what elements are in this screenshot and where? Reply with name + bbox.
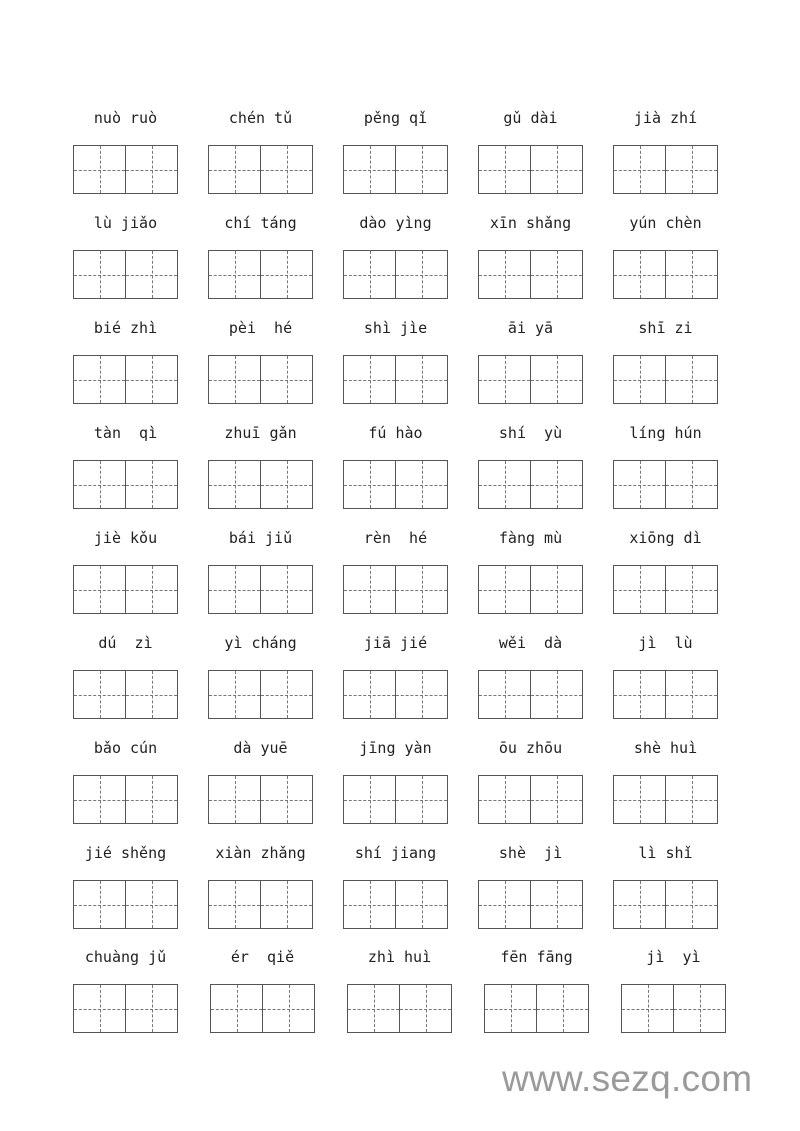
guide-line-horizontal	[344, 590, 395, 591]
character-square[interactable]	[209, 146, 260, 193]
character-square[interactable]	[260, 566, 312, 613]
character-square[interactable]	[262, 985, 314, 1032]
pinyin-label: shī zi	[638, 319, 693, 337]
guide-line-horizontal	[263, 1009, 314, 1010]
guide-line-horizontal	[531, 380, 582, 381]
character-square[interactable]	[260, 356, 312, 403]
guide-line-horizontal	[261, 590, 312, 591]
pinyin-label: āi yā	[507, 319, 554, 337]
guide-line-horizontal	[209, 800, 260, 801]
pinyin-label: zhì huì	[367, 948, 432, 966]
character-square[interactable]	[260, 881, 312, 928]
guide-line-horizontal	[622, 1009, 673, 1010]
guide-line-horizontal	[614, 485, 665, 486]
pinyin-label: zhuī gǎn	[224, 424, 297, 442]
character-square[interactable]	[530, 776, 582, 823]
guide-line-horizontal	[126, 590, 177, 591]
tianzige-writing-box[interactable]	[208, 880, 313, 929]
tianzige-writing-box[interactable]	[347, 984, 452, 1033]
character-square[interactable]	[395, 776, 447, 823]
character-square[interactable]	[665, 251, 717, 298]
pinyin-label: bǎo cún	[93, 739, 158, 757]
pinyin-label: ér qiě	[230, 948, 295, 966]
pinyin-label: shí yù	[498, 424, 563, 442]
character-square[interactable]	[125, 671, 177, 718]
guide-line-horizontal	[531, 800, 582, 801]
guide-line-horizontal	[126, 695, 177, 696]
guide-line-horizontal	[209, 170, 260, 171]
pinyin-label: fú hào	[368, 424, 423, 442]
guide-line-horizontal	[485, 1009, 536, 1010]
character-square[interactable]	[665, 776, 717, 823]
guide-line-horizontal	[537, 1009, 588, 1010]
character-square[interactable]	[74, 146, 125, 193]
tianzige-writing-box[interactable]	[73, 670, 178, 719]
pinyin-label: jì yì	[646, 948, 701, 966]
guide-line-horizontal	[666, 485, 717, 486]
character-square[interactable]	[348, 985, 399, 1032]
pinyin-label: líng hún	[629, 424, 702, 442]
guide-line-horizontal	[666, 905, 717, 906]
character-square[interactable]	[614, 566, 665, 613]
character-square[interactable]	[614, 776, 665, 823]
tianzige-writing-box[interactable]	[208, 355, 313, 404]
character-square[interactable]	[344, 146, 395, 193]
guide-line-horizontal	[261, 275, 312, 276]
pinyin-label: pěng qǐ	[363, 109, 428, 127]
character-square[interactable]	[395, 356, 447, 403]
character-square[interactable]	[479, 881, 530, 928]
tianzige-writing-box[interactable]	[73, 355, 178, 404]
tianzige-writing-box[interactable]	[73, 565, 178, 614]
tianzige-writing-box[interactable]	[613, 670, 718, 719]
character-square[interactable]	[344, 671, 395, 718]
tianzige-writing-box[interactable]	[613, 460, 718, 509]
guide-line-horizontal	[344, 485, 395, 486]
guide-line-horizontal	[209, 380, 260, 381]
character-square[interactable]	[479, 356, 530, 403]
pinyin-label: xiàn zhǎng	[215, 844, 306, 862]
character-square[interactable]	[125, 566, 177, 613]
tianzige-writing-box[interactable]	[613, 250, 718, 299]
guide-line-horizontal	[531, 170, 582, 171]
character-square[interactable]	[209, 881, 260, 928]
character-square[interactable]	[614, 356, 665, 403]
tianzige-writing-box[interactable]	[73, 984, 178, 1033]
guide-line-horizontal	[344, 800, 395, 801]
tianzige-writing-box[interactable]	[343, 460, 448, 509]
character-square[interactable]	[209, 356, 260, 403]
pinyin-label: shì jìe	[363, 319, 428, 337]
pinyin-label: fàng mù	[498, 529, 563, 547]
guide-line-horizontal	[396, 275, 447, 276]
pinyin-label: jià zhí	[633, 109, 698, 127]
pinyin-label: jì lù	[638, 634, 693, 652]
tianzige-writing-box[interactable]	[478, 355, 583, 404]
guide-line-horizontal	[74, 695, 125, 696]
guide-line-horizontal	[666, 275, 717, 276]
pinyin-label: lù jiǎo	[93, 214, 158, 232]
character-square[interactable]	[125, 251, 177, 298]
tianzige-writing-box[interactable]	[613, 880, 718, 929]
tianzige-writing-box[interactable]	[621, 984, 726, 1033]
character-square[interactable]	[399, 985, 451, 1032]
character-square[interactable]	[536, 985, 588, 1032]
guide-line-horizontal	[126, 485, 177, 486]
guide-line-horizontal	[344, 380, 395, 381]
character-square[interactable]	[344, 251, 395, 298]
guide-line-horizontal	[74, 275, 125, 276]
character-square[interactable]	[479, 461, 530, 508]
character-square[interactable]	[125, 776, 177, 823]
character-square[interactable]	[344, 881, 395, 928]
character-square[interactable]	[395, 566, 447, 613]
guide-line-horizontal	[126, 170, 177, 171]
guide-line-horizontal	[479, 275, 530, 276]
character-square[interactable]	[344, 776, 395, 823]
character-square[interactable]	[530, 671, 582, 718]
pinyin-label: chén tǔ	[228, 109, 293, 127]
tianzige-writing-box[interactable]	[208, 145, 313, 194]
pinyin-label: shè huì	[633, 739, 698, 757]
tianzige-writing-box[interactable]	[613, 775, 718, 824]
character-square[interactable]	[485, 985, 536, 1032]
pinyin-label: dú zì	[98, 634, 153, 652]
character-square[interactable]	[74, 985, 125, 1032]
guide-line-horizontal	[261, 695, 312, 696]
character-square[interactable]	[125, 356, 177, 403]
character-square[interactable]	[479, 146, 530, 193]
guide-line-horizontal	[74, 905, 125, 906]
guide-line-horizontal	[396, 590, 447, 591]
character-square[interactable]	[395, 461, 447, 508]
pinyin-label: shè jì	[498, 844, 563, 862]
character-square[interactable]	[125, 881, 177, 928]
character-square[interactable]	[209, 251, 260, 298]
pinyin-label: xiōng dì	[629, 529, 702, 547]
guide-line-horizontal	[209, 485, 260, 486]
tianzige-writing-box[interactable]	[343, 880, 448, 929]
guide-line-horizontal	[261, 485, 312, 486]
character-square[interactable]	[673, 985, 725, 1032]
character-square[interactable]	[479, 776, 530, 823]
guide-line-horizontal	[614, 695, 665, 696]
tianzige-writing-box[interactable]	[208, 670, 313, 719]
character-square[interactable]	[209, 566, 260, 613]
tianzige-writing-box[interactable]	[484, 984, 589, 1033]
guide-line-horizontal	[209, 905, 260, 906]
character-square[interactable]	[479, 566, 530, 613]
pinyin-label: ōu zhōu	[498, 739, 563, 757]
guide-line-horizontal	[614, 275, 665, 276]
character-square[interactable]	[211, 985, 262, 1032]
guide-line-horizontal	[666, 380, 717, 381]
guide-line-horizontal	[74, 380, 125, 381]
character-square[interactable]	[344, 461, 395, 508]
guide-line-horizontal	[614, 800, 665, 801]
guide-line-horizontal	[666, 590, 717, 591]
guide-line-horizontal	[344, 170, 395, 171]
tianzige-writing-box[interactable]	[343, 670, 448, 719]
guide-line-horizontal	[479, 590, 530, 591]
tianzige-writing-box[interactable]	[613, 355, 718, 404]
character-square[interactable]	[209, 776, 260, 823]
pinyin-label: dào yìng	[359, 214, 432, 232]
pinyin-label: shí jiang	[354, 844, 437, 862]
pinyin-label: wěi dà	[498, 634, 563, 652]
character-square[interactable]	[614, 461, 665, 508]
guide-line-horizontal	[74, 170, 125, 171]
character-square[interactable]	[614, 671, 665, 718]
character-square[interactable]	[209, 461, 260, 508]
pinyin-label: fēn fāng	[500, 948, 573, 966]
pinyin-label: jiè kǒu	[93, 529, 158, 547]
tianzige-writing-box[interactable]	[343, 250, 448, 299]
guide-line-horizontal	[479, 170, 530, 171]
character-square[interactable]	[260, 251, 312, 298]
character-square[interactable]	[530, 881, 582, 928]
guide-line-horizontal	[74, 485, 125, 486]
character-square[interactable]	[665, 146, 717, 193]
pinyin-label: dà yuē	[233, 739, 288, 757]
guide-line-horizontal	[261, 170, 312, 171]
guide-line-horizontal	[126, 380, 177, 381]
character-square[interactable]	[125, 146, 177, 193]
pinyin-label: nuò ruò	[93, 109, 158, 127]
pinyin-label: xīn shǎng	[489, 214, 572, 232]
tianzige-writing-box[interactable]	[208, 460, 313, 509]
tianzige-writing-box[interactable]	[343, 145, 448, 194]
guide-line-horizontal	[126, 1009, 177, 1010]
character-square[interactable]	[614, 146, 665, 193]
character-square[interactable]	[614, 881, 665, 928]
character-square[interactable]	[614, 251, 665, 298]
pinyin-label: tàn qì	[93, 424, 158, 442]
guide-line-horizontal	[348, 1009, 399, 1010]
tianzige-writing-box[interactable]	[208, 565, 313, 614]
tianzige-writing-box[interactable]	[343, 355, 448, 404]
guide-line-horizontal	[479, 800, 530, 801]
guide-line-horizontal	[344, 695, 395, 696]
guide-line-horizontal	[211, 1009, 262, 1010]
character-square[interactable]	[260, 461, 312, 508]
tianzige-writing-box[interactable]	[478, 460, 583, 509]
guide-line-horizontal	[209, 695, 260, 696]
character-square[interactable]	[125, 985, 177, 1032]
guide-line-horizontal	[479, 485, 530, 486]
pinyin-label: jié shěng	[84, 844, 167, 862]
guide-line-horizontal	[261, 905, 312, 906]
character-square[interactable]	[530, 461, 582, 508]
character-square[interactable]	[395, 881, 447, 928]
tianzige-writing-box[interactable]	[478, 250, 583, 299]
guide-line-horizontal	[74, 590, 125, 591]
guide-line-horizontal	[261, 800, 312, 801]
character-square[interactable]	[479, 251, 530, 298]
character-square[interactable]	[622, 985, 673, 1032]
guide-line-horizontal	[531, 905, 582, 906]
guide-line-horizontal	[614, 905, 665, 906]
guide-line-horizontal	[396, 800, 447, 801]
character-square[interactable]	[74, 461, 125, 508]
character-square[interactable]	[260, 776, 312, 823]
tianzige-writing-box[interactable]	[613, 145, 718, 194]
tianzige-writing-box[interactable]	[478, 145, 583, 194]
pinyin-label: chuàng jǔ	[84, 948, 167, 966]
guide-line-horizontal	[531, 590, 582, 591]
guide-line-horizontal	[479, 695, 530, 696]
character-square[interactable]	[260, 671, 312, 718]
watermark: www.sezq.com	[502, 1058, 753, 1099]
guide-line-horizontal	[396, 485, 447, 486]
character-square[interactable]	[260, 146, 312, 193]
character-square[interactable]	[395, 251, 447, 298]
guide-line-horizontal	[531, 695, 582, 696]
guide-line-horizontal	[344, 275, 395, 276]
tianzige-writing-box[interactable]	[478, 880, 583, 929]
pinyin-label: bái jiǔ	[228, 529, 293, 547]
tianzige-writing-box[interactable]	[73, 145, 178, 194]
pinyin-label: jīng yàn	[359, 739, 432, 757]
guide-line-horizontal	[531, 485, 582, 486]
character-square[interactable]	[344, 566, 395, 613]
character-square[interactable]	[479, 671, 530, 718]
tianzige-writing-box[interactable]	[478, 670, 583, 719]
guide-line-horizontal	[74, 1009, 125, 1010]
guide-line-horizontal	[479, 905, 530, 906]
guide-line-horizontal	[666, 170, 717, 171]
guide-line-horizontal	[344, 905, 395, 906]
tianzige-writing-box[interactable]	[208, 775, 313, 824]
guide-line-horizontal	[396, 695, 447, 696]
guide-line-horizontal	[396, 380, 447, 381]
pinyin-label: bié zhì	[93, 319, 158, 337]
pinyin-label: pèi hé	[228, 319, 293, 337]
guide-line-horizontal	[400, 1009, 451, 1010]
tianzige-writing-box[interactable]	[343, 565, 448, 614]
character-square[interactable]	[395, 671, 447, 718]
pinyin-label: lì shǐ	[638, 844, 693, 862]
tianzige-writing-box[interactable]	[73, 880, 178, 929]
guide-line-horizontal	[666, 695, 717, 696]
tianzige-writing-box[interactable]	[478, 775, 583, 824]
guide-line-horizontal	[261, 380, 312, 381]
character-square[interactable]	[665, 566, 717, 613]
guide-line-horizontal	[74, 800, 125, 801]
tianzige-writing-box[interactable]	[343, 775, 448, 824]
guide-line-horizontal	[396, 905, 447, 906]
guide-line-horizontal	[209, 590, 260, 591]
pinyin-label: yún chèn	[629, 214, 702, 232]
character-square[interactable]	[530, 146, 582, 193]
character-square[interactable]	[74, 671, 125, 718]
character-square[interactable]	[530, 251, 582, 298]
tianzige-writing-box[interactable]	[73, 250, 178, 299]
pinyin-label: rèn hé	[363, 529, 428, 547]
character-square[interactable]	[74, 776, 125, 823]
pinyin-label: jiā jié	[363, 634, 428, 652]
guide-line-horizontal	[614, 590, 665, 591]
guide-line-horizontal	[666, 800, 717, 801]
guide-line-horizontal	[209, 275, 260, 276]
pinyin-label: gǔ dài	[503, 109, 558, 127]
character-square[interactable]	[74, 881, 125, 928]
tianzige-writing-box[interactable]	[73, 775, 178, 824]
guide-line-horizontal	[674, 1009, 725, 1010]
character-square[interactable]	[395, 146, 447, 193]
pinyin-label: chí táng	[224, 214, 297, 232]
tianzige-writing-box[interactable]	[210, 984, 315, 1033]
character-square[interactable]	[530, 356, 582, 403]
character-square[interactable]	[125, 461, 177, 508]
character-square[interactable]	[344, 356, 395, 403]
character-square[interactable]	[665, 671, 717, 718]
tianzige-writing-box[interactable]	[208, 250, 313, 299]
character-square[interactable]	[209, 671, 260, 718]
guide-line-horizontal	[614, 170, 665, 171]
guide-line-horizontal	[531, 275, 582, 276]
guide-line-horizontal	[479, 380, 530, 381]
guide-line-horizontal	[614, 380, 665, 381]
tianzige-writing-box[interactable]	[73, 460, 178, 509]
character-square[interactable]	[74, 356, 125, 403]
character-square[interactable]	[665, 461, 717, 508]
tianzige-writing-box[interactable]	[478, 565, 583, 614]
guide-line-horizontal	[126, 275, 177, 276]
tianzige-writing-box[interactable]	[613, 565, 718, 614]
guide-line-horizontal	[126, 905, 177, 906]
pinyin-label: yì cháng	[224, 634, 297, 652]
character-square[interactable]	[530, 566, 582, 613]
character-square[interactable]	[665, 356, 717, 403]
character-square[interactable]	[74, 566, 125, 613]
guide-line-horizontal	[126, 800, 177, 801]
character-square[interactable]	[665, 881, 717, 928]
guide-line-horizontal	[396, 170, 447, 171]
character-square[interactable]	[74, 251, 125, 298]
